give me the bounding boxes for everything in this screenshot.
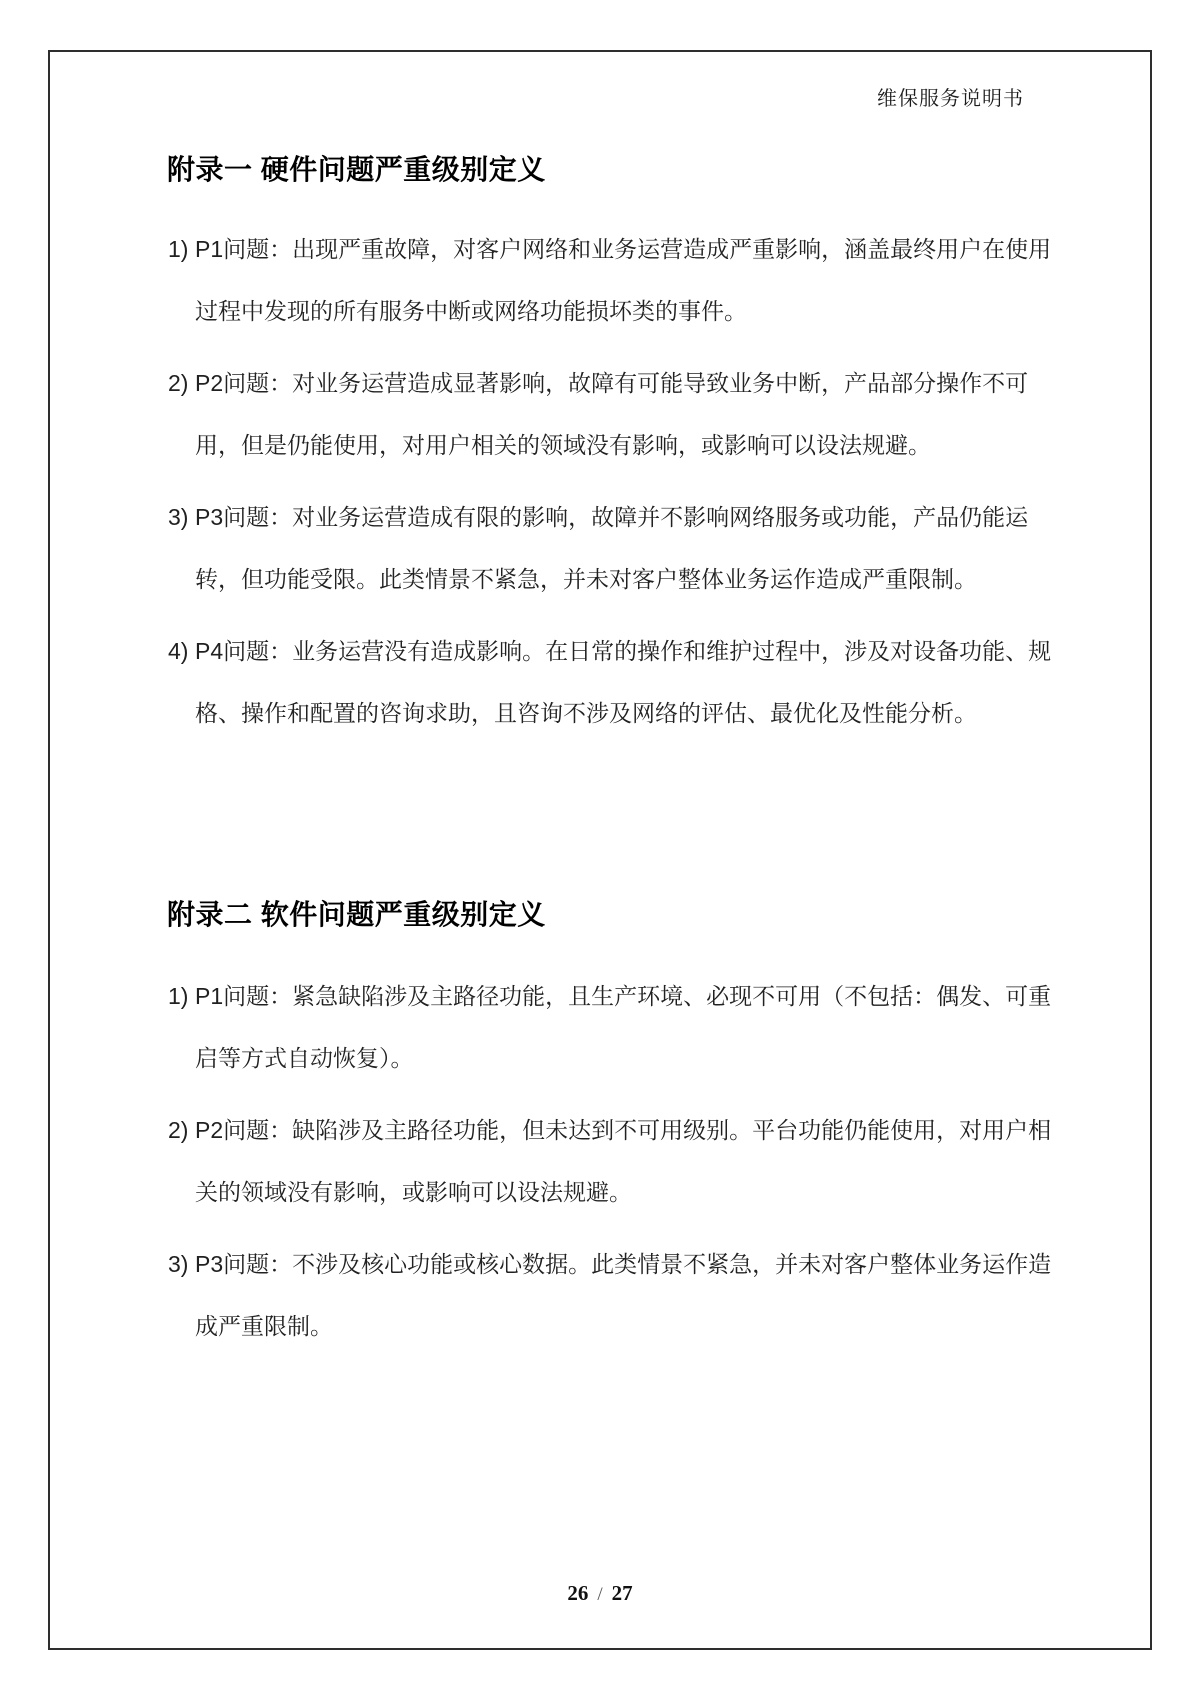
item-number: 3) bbox=[168, 504, 189, 530]
item-text-line: P2问题：缺陷涉及主路径功能，但未达到不可用级别。平台功能仍能使用，对用户相 bbox=[195, 1117, 1052, 1143]
item-number: 1) bbox=[168, 236, 189, 262]
item-text-line: P1问题：紧急缺陷涉及主路径功能，且生产环境、必现不可用（不包括：偶发、可重 bbox=[195, 983, 1052, 1009]
item-text-line: 关的领域没有影响，或影响可以设法规避。 bbox=[195, 1179, 632, 1205]
page-number-current: 26 bbox=[567, 1581, 589, 1605]
item-text bbox=[195, 486, 1048, 610]
item-text-line: 格、操作和配置的咨询求助，且咨询不涉及网络的评估、最优化及性能分析。 bbox=[195, 700, 977, 726]
document-header-title: 维保服务说明书 bbox=[877, 88, 1024, 110]
item-text bbox=[195, 1099, 1052, 1223]
appendix1-item-1 bbox=[168, 218, 1052, 342]
page-footer bbox=[0, 1581, 1200, 1606]
item-text-line: P4问题：业务运营没有造成影响。在日常的操作和维护过程中，涉及对设备功能、规 bbox=[195, 638, 1052, 664]
appendix2-item-2 bbox=[168, 1099, 1052, 1223]
item-text bbox=[195, 1233, 1052, 1357]
item-number: 2) bbox=[168, 1117, 189, 1143]
appendix1-title: 附录一 硬件问题严重级别定义 bbox=[167, 154, 546, 185]
item-number: 3) bbox=[168, 1251, 189, 1277]
appendix2-item-3 bbox=[168, 1233, 1052, 1357]
appendix1-list bbox=[168, 218, 1052, 754]
item-number: 2) bbox=[168, 370, 189, 396]
item-text-line: 用，但是仍能使用，对用户相关的领域没有影响，或影响可以设法规避。 bbox=[195, 432, 931, 458]
item-text-line: 启等方式自动恢复）。 bbox=[195, 1045, 414, 1071]
appendix1-item-3 bbox=[168, 486, 1048, 610]
item-text bbox=[195, 352, 1048, 476]
item-number: 4) bbox=[168, 638, 189, 664]
item-text-line: P3问题：对业务运营造成有限的影响，故障并不影响网络服务或功能，产品仍能运 bbox=[195, 504, 1029, 530]
item-text-line: 转，但功能受限。此类情景不紧急，并未对客户整体业务运作造成严重限制。 bbox=[195, 566, 977, 592]
page-number-total: 27 bbox=[611, 1581, 633, 1605]
item-text-line: P3问题：不涉及核心功能或核心数据。此类情景不紧急，并未对客户整体业务运作造 bbox=[195, 1251, 1052, 1277]
item-text-line: 过程中发现的所有服务中断或网络功能损坏类的事件。 bbox=[195, 298, 747, 324]
page-number-separator: / bbox=[597, 1584, 603, 1605]
item-text bbox=[195, 620, 1052, 744]
item-text-line: 成严重限制。 bbox=[195, 1313, 333, 1339]
appendix2-list bbox=[168, 965, 1052, 1367]
item-text-line: P2问题：对业务运营造成显著影响，故障有可能导致业务中断，产品部分操作不可 bbox=[195, 370, 1029, 396]
item-number: 1) bbox=[168, 983, 189, 1009]
appendix1-item-2 bbox=[168, 352, 1048, 476]
appendix2-item-1 bbox=[168, 965, 1052, 1089]
item-text bbox=[195, 218, 1052, 342]
item-text bbox=[195, 965, 1052, 1089]
item-text-line: P1问题：出现严重故障，对客户网络和业务运营造成严重影响，涵盖最终用户在使用 bbox=[195, 236, 1052, 262]
appendix1-item-4 bbox=[168, 620, 1052, 744]
appendix2-title: 附录二 软件问题严重级别定义 bbox=[167, 899, 546, 930]
